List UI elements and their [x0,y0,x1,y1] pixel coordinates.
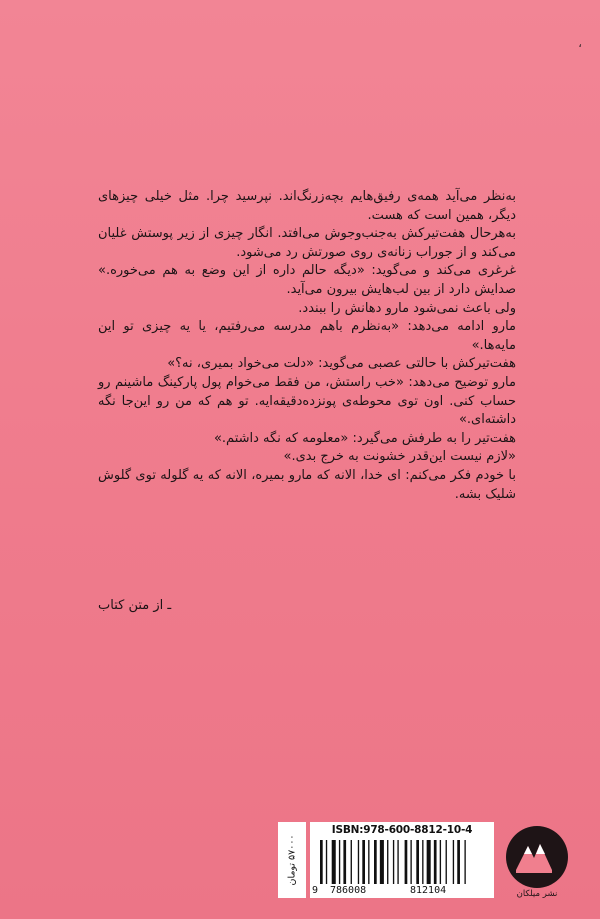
book-excerpt [98,188,516,504]
price-label [278,822,306,898]
corner-mark: ، [578,36,582,50]
publisher-logo-icon [502,824,572,890]
excerpt-paragraph: مارو توضیح می‌دهد: «خب راستش، من فقط می‌خوام پول پارکینگ ماشینم رو حساب کنی. اون توی محوطه‌ی پونزده‌دقیقه‌ایه. تو هم که من رو این‌جا نگه داشته‌ای.» [98,374,516,428]
barcode-digits-right: 812104 [410,885,447,896]
barcode-icon [318,840,486,884]
excerpt-paragraph: به‌نظر می‌آید همه‌ی رفیق‌هایم بچه‌زرنگ‌اند. نپرسید چرا. مثل خیلی چیزهای دیگر، همین است که هست. [98,189,516,223]
barcode-digits-left: 786008 [330,885,367,896]
excerpt-paragraph: به‌هرحال هفت‌تیرکش به‌جنب‌وجوش می‌افتد. انگار چیزی از زیر پوستش غلیان می‌کند و از جوراب زنانه‌ی روی صورتش رد می‌شود. [98,226,516,260]
excerpt-paragraph: «لازم نیست این‌قدر خشونت به خرج بدی.» [283,449,516,465]
barcode-digit-lead: 9 [312,885,319,896]
excerpt-paragraph: هفت‌تیر را به طرفش می‌گیرد: «معلومه که نگه داشتم.» [213,430,516,446]
excerpt-paragraph: با خودم فکر می‌کنم: ای خدا، الانه که مارو بمیره، الانه که یه گلوله توی گلوش شلیک بشه. [98,467,516,502]
excerpt-paragraph: مارو ادامه می‌دهد: «به‌نظرم باهم مدرسه می‌رفتیم، یا یه چیزی تو این مایه‌ها.» [98,319,516,353]
publisher-name: نشر میلکان [516,889,558,899]
source-note: ـ از متن کتاب [98,598,172,613]
price-text: ۵۷۰۰۰ تومان [286,834,298,886]
isbn-text: ISBN:978-600-8812-10-4 [331,824,473,836]
barcode-box [310,822,494,898]
excerpt-paragraph: ولی باعث نمی‌شود مارو دهانش را ببندد. [298,300,516,316]
excerpt-paragraph: هفت‌تیرکش با حالتی عصبی می‌گوید: «دلت می‌خواد بمیری، نه؟» [167,356,516,372]
excerpt-paragraph: غرغری می‌کند و می‌گوید: «دیگه حالم داره از این وضع به هم می‌خوره.» صدایش دارد از بین لب‌هایش بیرون می‌آید. [98,263,516,297]
